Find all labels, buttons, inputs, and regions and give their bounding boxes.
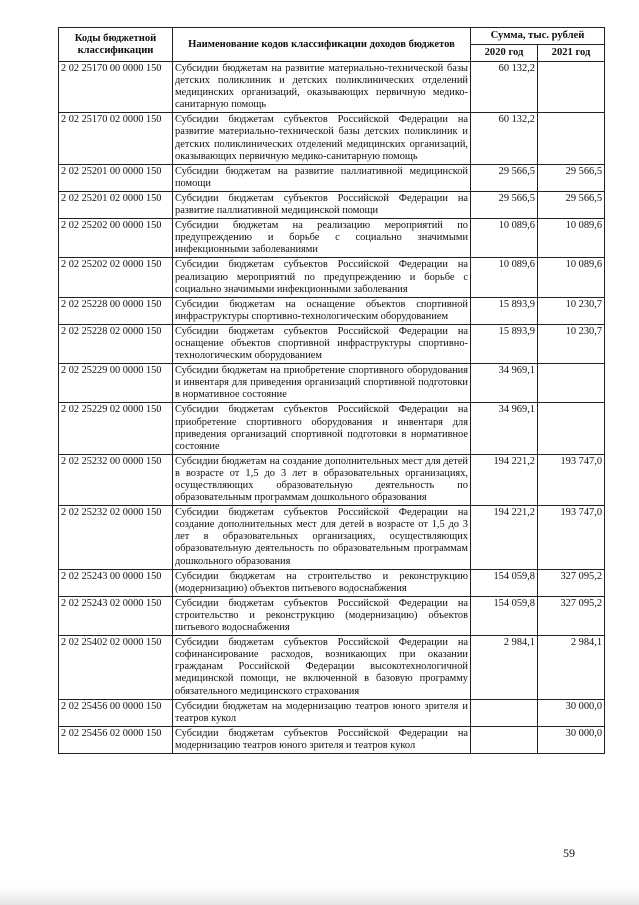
code-cell: 2 02 25228 00 0000 150	[59, 297, 173, 324]
sum-column-header: Сумма, тыс. рублей	[471, 28, 605, 45]
value-2021-cell	[538, 364, 605, 403]
code-cell: 2 02 25228 02 0000 150	[59, 324, 173, 363]
value-2020-cell: 10 089,6	[471, 219, 538, 258]
name-column-header: Наименование кодов классификации доходов бюджетов	[173, 28, 471, 62]
name-cell: Субсидии бюджетам на реализацию мероприятий по предупреждению и борьбе с социально значимыми инфекционными заболеваниями	[173, 219, 471, 258]
table-row	[59, 62, 605, 113]
name-cell: Субсидии бюджетам на строительство и реконструкцию (модернизацию) объектов питьевого водоснабжения	[173, 569, 471, 596]
table-row	[59, 726, 605, 753]
table-row	[59, 596, 605, 635]
name-cell: Субсидии бюджетам на развитие материально-технической базы детских поликлиник и детских поликлинических отделений медицинских организаций, оказывающих первичную медико-санитарную помощь	[173, 62, 471, 113]
name-cell: Субсидии бюджетам субъектов Российской Федерации на модернизацию театров юного зрителя и театров кукол	[173, 726, 471, 753]
code-cell: 2 02 25243 02 0000 150	[59, 596, 173, 635]
value-2020-cell: 194 221,2	[471, 506, 538, 569]
table-row	[59, 506, 605, 569]
name-cell: Субсидии бюджетам субъектов Российской Федерации на создание дополнительных мест для детей в возрасте от 1,5 до 3 лет в образовательных организациях, осуществляющих образовательную деятельность по образовательным программам дошкольного образования	[173, 506, 471, 569]
value-2020-cell: 2 984,1	[471, 636, 538, 699]
name-cell: Субсидии бюджетам субъектов Российской Федерации на развитие паллиативной медицинской помощи	[173, 191, 471, 218]
table-row	[59, 164, 605, 191]
value-2020-cell: 15 893,9	[471, 324, 538, 363]
code-cell: 2 02 25170 00 0000 150	[59, 62, 173, 113]
code-cell: 2 02 25229 02 0000 150	[59, 403, 173, 454]
code-cell: 2 02 25229 00 0000 150	[59, 364, 173, 403]
code-cell: 2 02 25456 02 0000 150	[59, 726, 173, 753]
code-column-header: Коды бюджетной классификации	[59, 28, 173, 62]
table-row	[59, 191, 605, 218]
table-row	[59, 324, 605, 363]
value-2021-cell	[538, 62, 605, 113]
budget-table	[58, 27, 605, 754]
code-cell: 2 02 25170 02 0000 150	[59, 113, 173, 164]
value-2020-cell	[471, 726, 538, 753]
table-row	[59, 636, 605, 699]
value-2020-cell: 15 893,9	[471, 297, 538, 324]
year-2021-header: 2021 год	[538, 45, 605, 62]
code-cell: 2 02 25402 02 0000 150	[59, 636, 173, 699]
table-row	[59, 113, 605, 164]
value-2021-cell: 193 747,0	[538, 506, 605, 569]
table-body	[59, 62, 605, 754]
value-2020-cell: 194 221,2	[471, 454, 538, 505]
table-header	[59, 28, 605, 62]
code-cell: 2 02 25201 02 0000 150	[59, 191, 173, 218]
name-cell: Субсидии бюджетам субъектов Российской Федерации на софинансирование расходов, возникающих при оказании гражданам Российской Федерации высокотехнологичной медицинской помощи, не включенной в базовую программу обязательного медицинского страхования	[173, 636, 471, 699]
value-2020-cell: 34 969,1	[471, 364, 538, 403]
code-cell: 2 02 25202 00 0000 150	[59, 219, 173, 258]
table-row	[59, 258, 605, 297]
table-row	[59, 454, 605, 505]
value-2021-cell: 193 747,0	[538, 454, 605, 505]
value-2020-cell: 29 566,5	[471, 191, 538, 218]
page-number: 59	[563, 846, 575, 860]
name-cell: Субсидии бюджетам на создание дополнительных мест для детей в возрасте от 1,5 до 3 лет в образовательных организациях, осуществляющих образовательную деятельность по образовательным программам дошкольного образования	[173, 454, 471, 505]
value-2021-cell: 327 095,2	[538, 569, 605, 596]
name-cell: Субсидии бюджетам субъектов Российской Федерации на реализацию мероприятий по предупреждению и борьбе с социально значимыми инфекционными заболевания	[173, 258, 471, 297]
value-2021-cell: 29 566,5	[538, 164, 605, 191]
value-2021-cell: 10 230,7	[538, 324, 605, 363]
value-2021-cell	[538, 113, 605, 164]
code-cell: 2 02 25232 00 0000 150	[59, 454, 173, 505]
value-2021-cell: 2 984,1	[538, 636, 605, 699]
code-cell: 2 02 25201 00 0000 150	[59, 164, 173, 191]
year-2020-header: 2020 год	[471, 45, 538, 62]
value-2020-cell: 60 132,2	[471, 62, 538, 113]
value-2020-cell: 154 059,8	[471, 596, 538, 635]
value-2020-cell: 10 089,6	[471, 258, 538, 297]
header-row	[59, 28, 605, 45]
value-2021-cell: 30 000,0	[538, 726, 605, 753]
table-row	[59, 699, 605, 726]
name-cell: Субсидии бюджетам на оснащение объектов спортивной инфраструктуры спортивно-технологическим оборудованием	[173, 297, 471, 324]
code-cell: 2 02 25202 02 0000 150	[59, 258, 173, 297]
table-row	[59, 297, 605, 324]
value-2020-cell: 34 969,1	[471, 403, 538, 454]
name-cell: Субсидии бюджетам субъектов Российской Федерации на приобретение спортивного оборудования и инвентаря для приведения организаций спортивной подготовки в нормативное состояние	[173, 403, 471, 454]
value-2020-cell: 29 566,5	[471, 164, 538, 191]
table-row	[59, 219, 605, 258]
value-2021-cell: 10 089,6	[538, 258, 605, 297]
value-2021-cell: 10 230,7	[538, 297, 605, 324]
table-row	[59, 364, 605, 403]
page-edge-shadow	[0, 887, 639, 905]
value-2021-cell: 30 000,0	[538, 699, 605, 726]
value-2020-cell: 154 059,8	[471, 569, 538, 596]
code-cell: 2 02 25243 00 0000 150	[59, 569, 173, 596]
code-cell: 2 02 25232 02 0000 150	[59, 506, 173, 569]
name-cell: Субсидии бюджетам на модернизацию театров юного зрителя и театров кукол	[173, 699, 471, 726]
name-cell: Субсидии бюджетам на приобретение спортивного оборудования и инвентаря для приведения организаций спортивной подготовки в нормативное состояние	[173, 364, 471, 403]
code-cell: 2 02 25456 00 0000 150	[59, 699, 173, 726]
value-2021-cell: 29 566,5	[538, 191, 605, 218]
value-2021-cell	[538, 403, 605, 454]
value-2020-cell	[471, 699, 538, 726]
name-cell: Субсидии бюджетам субъектов Российской Федерации на строительство и реконструкцию (модернизацию) объектов питьевого водоснабжения	[173, 596, 471, 635]
value-2021-cell: 327 095,2	[538, 596, 605, 635]
value-2021-cell: 10 089,6	[538, 219, 605, 258]
value-2020-cell: 60 132,2	[471, 113, 538, 164]
name-cell: Субсидии бюджетам на развитие паллиативной медицинской помощи	[173, 164, 471, 191]
table-row	[59, 569, 605, 596]
name-cell: Субсидии бюджетам субъектов Российской Федерации на оснащение объектов спортивной инфраструктуры спортивно-технологическим оборудованием	[173, 324, 471, 363]
table-row	[59, 403, 605, 454]
name-cell: Субсидии бюджетам субъектов Российской Федерации на развитие материально-технической базы детских поликлиник и детских поликлинических отделений медицинских организаций, оказывающих первичную медико-санитарную помощь	[173, 113, 471, 164]
